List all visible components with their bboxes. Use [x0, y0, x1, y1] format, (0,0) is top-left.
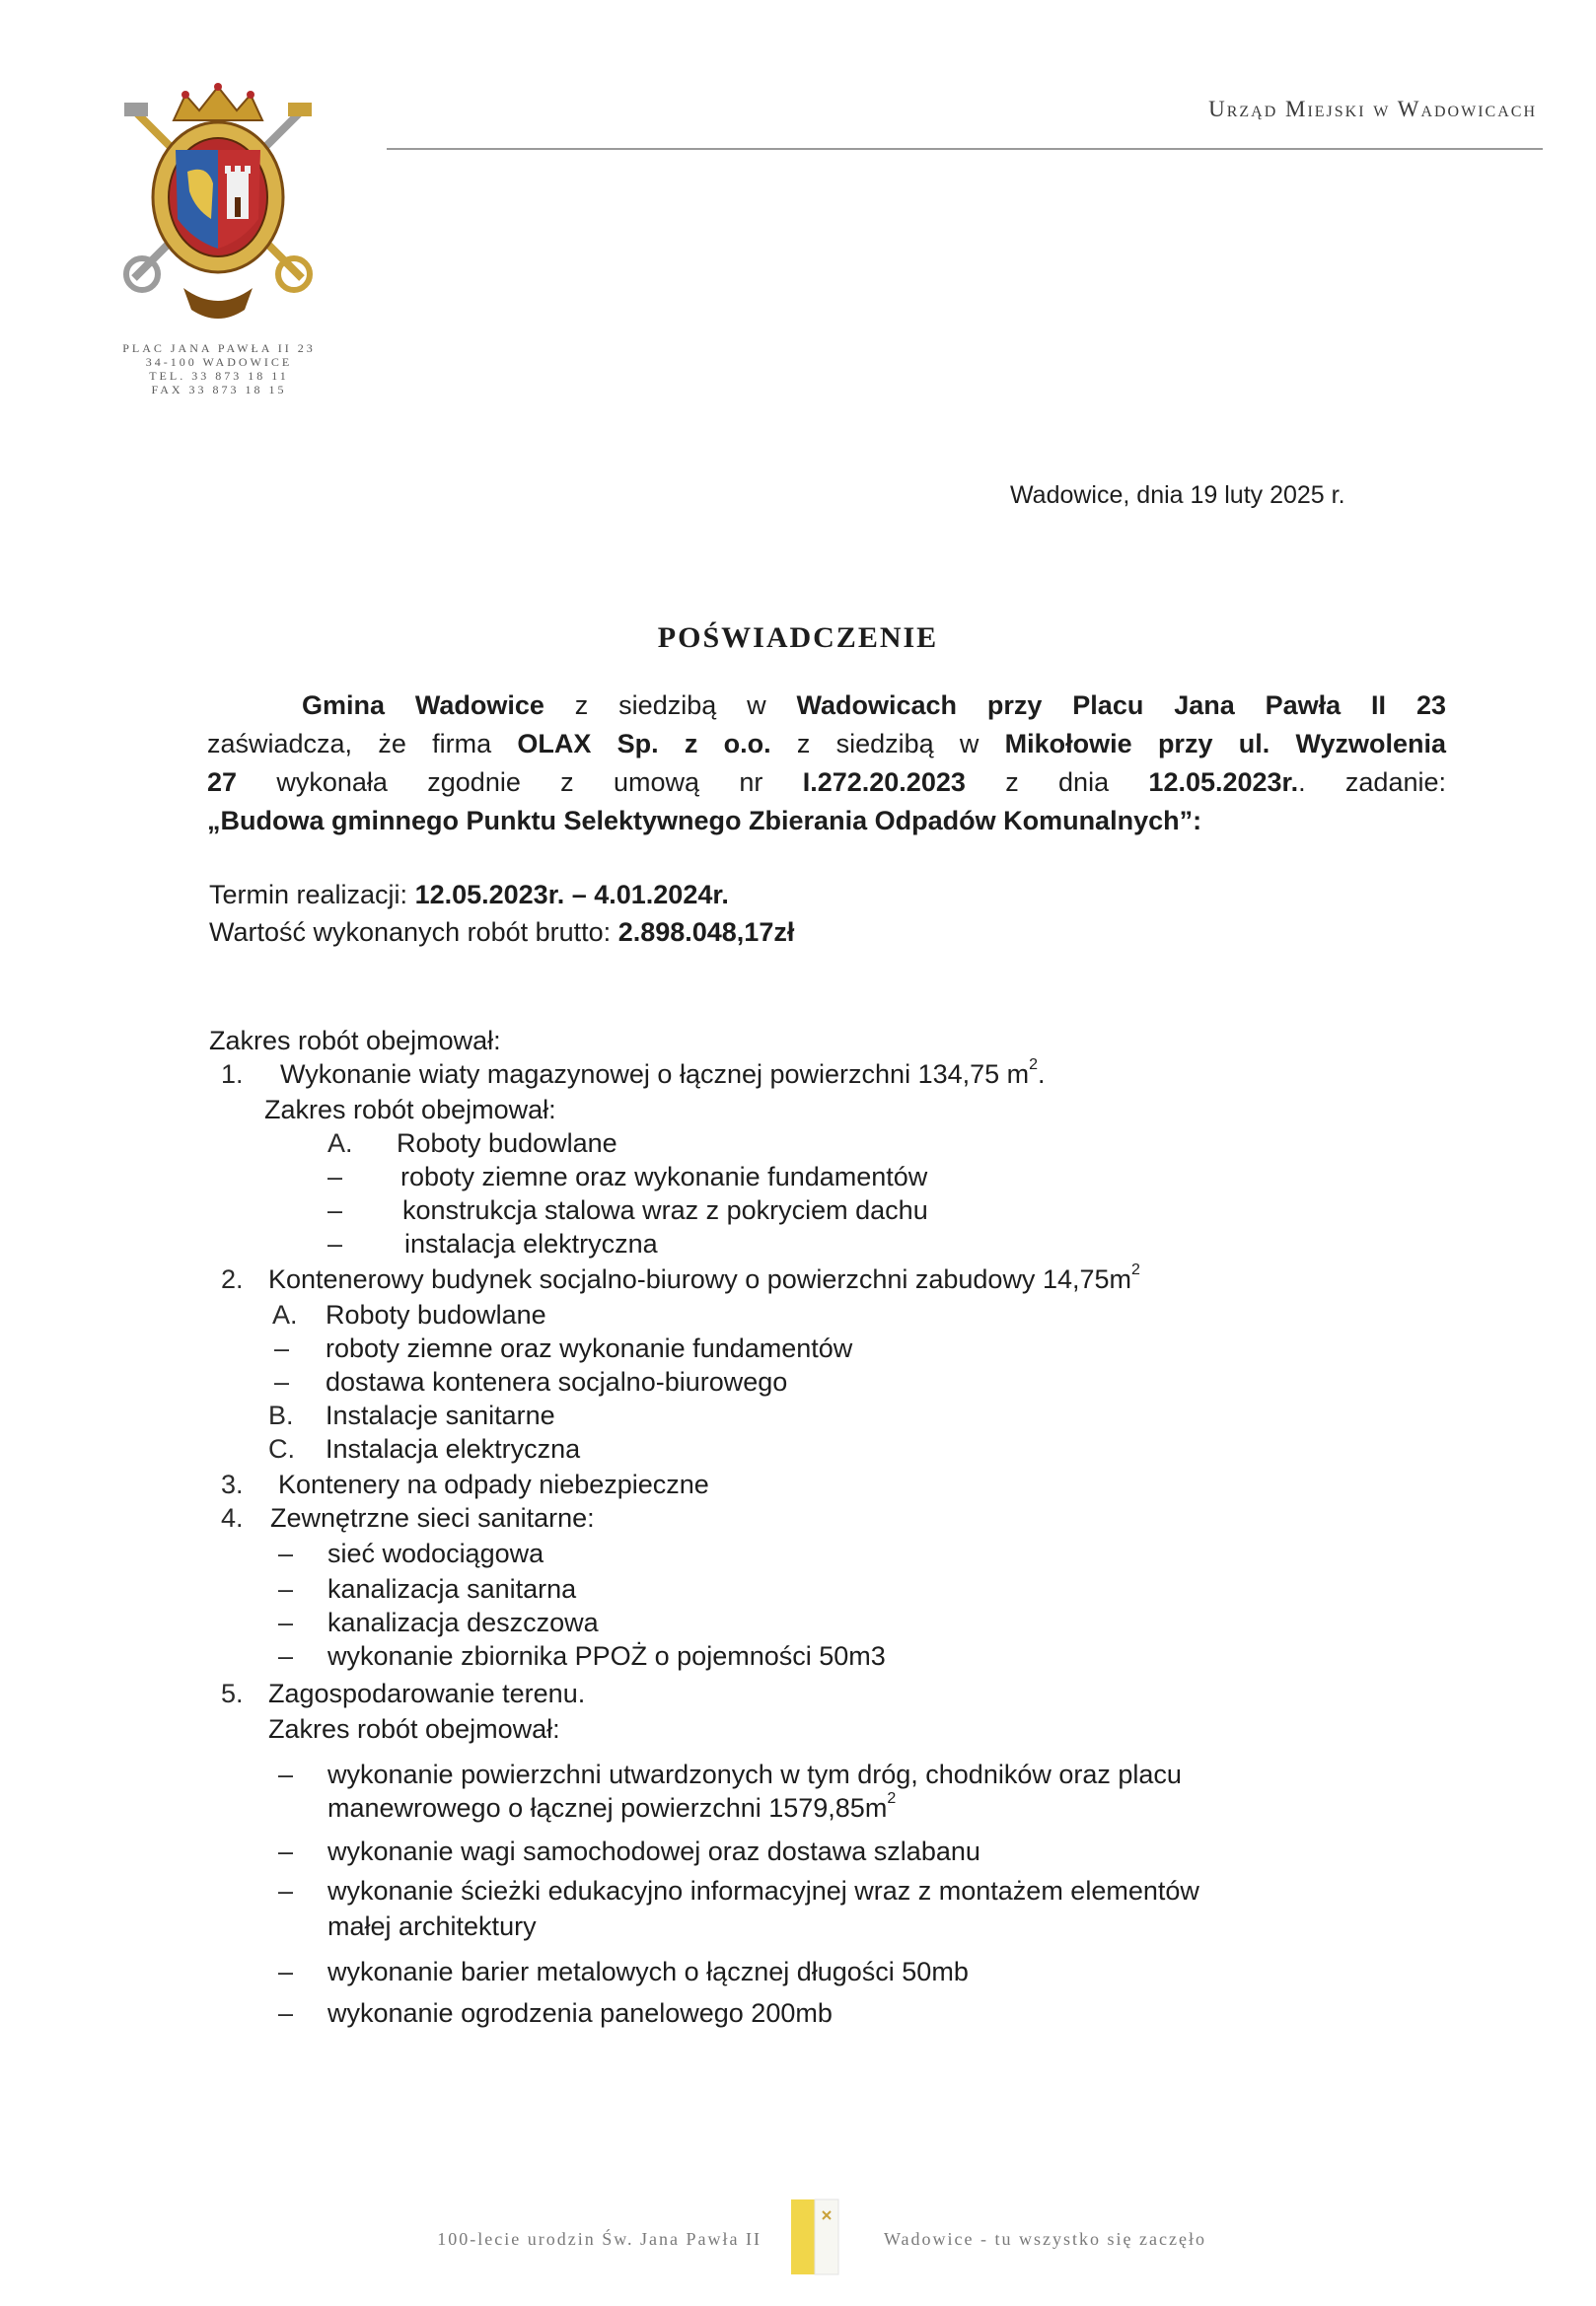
scope-item-text: wykonanie powierzchni utwardzonych w tym dróg, chodników oraz placu [327, 1760, 1182, 1789]
superscript: 2 [1029, 1056, 1039, 1073]
value-amount: 2.898.048,17zł [617, 917, 795, 947]
scope-item-marker: 4. [221, 1503, 244, 1533]
bold-text: OLAX Sp. z o.o. [517, 729, 771, 758]
text: z dnia [965, 767, 1149, 797]
value-label: Wartość wykonanych robót brutto: [209, 917, 618, 947]
scope-item-marker: 3. [221, 1470, 244, 1499]
scope-item-text: manewrowego o łącznej powierzchni $1579,85m^2$ [327, 1790, 897, 1823]
scope-item-text: Roboty budowlane [397, 1128, 617, 1158]
terms-block [209, 876, 794, 951]
scope-item-text: wykonanie wagi samochodowej oraz dostawa szlabanu [327, 1837, 980, 1866]
superscript: 2 [1131, 1261, 1140, 1278]
scope-item-marker: – [327, 1162, 343, 1191]
certification-paragraph [207, 686, 1446, 840]
scope-item-text: wykonanie zbiornika PPOŻ o pojemności 50m3 [327, 1641, 886, 1671]
date-line: Wadowice, dnia 19 luty 2025 r. [1010, 481, 1345, 509]
scope-item-text: konstrukcja stalowa wraz z pokryciem dachu [402, 1195, 928, 1225]
value-line [209, 913, 794, 951]
scope-item-marker: A. [272, 1300, 298, 1330]
scope-item-marker: – [278, 1876, 294, 1906]
scope-item-marker: – [327, 1195, 343, 1225]
bold-text: Wadowicach przy Placu Jana Pawła II 23 [796, 690, 1446, 720]
scope-item-text: Kontenerowy budynek socjalno-biurowy o powierzchni zabudowy $14,75m^2$ [268, 1261, 1140, 1294]
bold-text: Mikołowie przy ul. Wyzwolenia [1004, 729, 1446, 758]
footer-slogan-text: Wadowice - tu wszystko się zaczęło [884, 2229, 1206, 2249]
scope-item-text: Instalacje sanitarne [326, 1401, 555, 1430]
scope-item-marker: 1. [221, 1059, 244, 1089]
text: wykonała zgodnie z umową nr [237, 767, 803, 797]
paragraph-line [207, 686, 1446, 725]
scope-item-text: roboty ziemne oraz wykonanie fundamentów [326, 1333, 853, 1363]
scope-item-marker: C. [268, 1434, 295, 1464]
superscript: 2 [887, 1790, 897, 1807]
scope-item-text: Zakres robót obejmował: [268, 1714, 560, 1744]
scope-item-marker: A. [327, 1128, 353, 1158]
scope-item-marker: 5. [221, 1679, 244, 1708]
office-title: Urząd Miejski w Wadowicach [1208, 97, 1537, 121]
scope-item-text: wykonanie ścieżki edukacyjno informacyjnej wraz z montażem elementów [327, 1876, 1199, 1906]
footer [0, 2198, 1596, 2257]
bold-text: Gmina Wadowice [302, 690, 544, 720]
bold-text: 12.05.2023r. [1148, 767, 1299, 797]
scope-item-text: wykonanie ogrodzenia panelowego 200mb [327, 1998, 833, 2028]
scope-item-marker: – [278, 1539, 294, 1568]
scope-item-text: Roboty budowlane [326, 1300, 546, 1330]
scope-item-text: małej architektury [327, 1911, 537, 1941]
coat-of-arms-icon [116, 81, 320, 337]
papal-flag-icon [789, 2198, 842, 2276]
scope-item-text: Wykonanie wiaty magazynowej o łącznej powierzchni 134,75 $m^2$. [280, 1056, 1046, 1089]
document-title: POŚWIADCZENIE [657, 621, 939, 654]
scope-item-text: roboty ziemne oraz wykonanie fundamentów [400, 1162, 928, 1191]
address-line: FAX 33 873 18 15 [151, 383, 287, 396]
footer-anniversary-text: 100-lecie urodzin Św. Jana Pawła II [437, 2229, 762, 2249]
scope-item-text: wykonanie barier metalowych o łącznej długości 50mb [327, 1957, 969, 1986]
scope-item-marker: – [274, 1367, 290, 1397]
scope-item-marker: 2. [221, 1264, 244, 1294]
address-line: PLAC JANA PAWŁA II 23 [122, 341, 316, 355]
deadline-value: 12.05.2023r. – 4.01.2024r. [414, 880, 729, 909]
bold-text: I.272.20.2023 [802, 767, 966, 797]
scope-item-marker: – [278, 1574, 294, 1604]
scope-item-marker: – [278, 1641, 294, 1671]
scope-item-text: sieć wodociągowa [327, 1539, 544, 1568]
scope-item-marker: – [274, 1333, 290, 1363]
scope-item-marker: – [278, 1608, 294, 1637]
scope-item-text: Zakres robót obejmował: [264, 1095, 556, 1124]
address-line: 34-100 WADOWICE [145, 355, 293, 369]
scope-item-text: kanalizacja sanitarna [327, 1574, 577, 1604]
paragraph-line [207, 763, 1446, 802]
scope-heading: Zakres robót obejmował: [209, 1026, 501, 1055]
paragraph-line [207, 725, 1446, 763]
scope-item-marker: B. [268, 1401, 294, 1430]
address-line: TEL. 33 873 18 11 [149, 369, 289, 383]
paragraph-line [207, 802, 1446, 840]
text: . zadanie: [1298, 767, 1446, 797]
text: zaświadcza, że firma [207, 729, 518, 758]
header-divider [387, 148, 1543, 150]
scope-item-marker: – [278, 1998, 294, 2028]
address-block [91, 341, 347, 396]
scope-item-text: Instalacja elektryczna [326, 1434, 581, 1464]
scope-item-text: Zagospodarowanie terenu. [268, 1679, 586, 1708]
task-name: „Budowa gminnego Punktu Selektywnego Zbierania Odpadów Komunalnych”: [207, 806, 1202, 835]
scope-item-marker: – [278, 1760, 294, 1789]
scope-item-text: kanalizacja deszczowa [327, 1608, 599, 1637]
text: z siedzibą w [770, 729, 1005, 758]
scope-item-text: Kontenery na odpady niebezpieczne [278, 1470, 709, 1499]
scope-item-text: dostawa kontenera socjalno-biurowego [326, 1367, 788, 1397]
bold-text: 27 [207, 767, 238, 797]
scope-item-text: Zewnętrzne sieci sanitarne: [270, 1503, 595, 1533]
scope-item-marker: – [327, 1229, 343, 1259]
deadline-line [209, 876, 794, 913]
scope-item-marker: – [278, 1957, 294, 1986]
text: z siedzibą w [544, 690, 797, 720]
scope-item-marker: – [278, 1837, 294, 1866]
deadline-label: Termin realizacji: [209, 880, 415, 909]
scope-item-text: instalacja elektryczna [404, 1229, 658, 1259]
